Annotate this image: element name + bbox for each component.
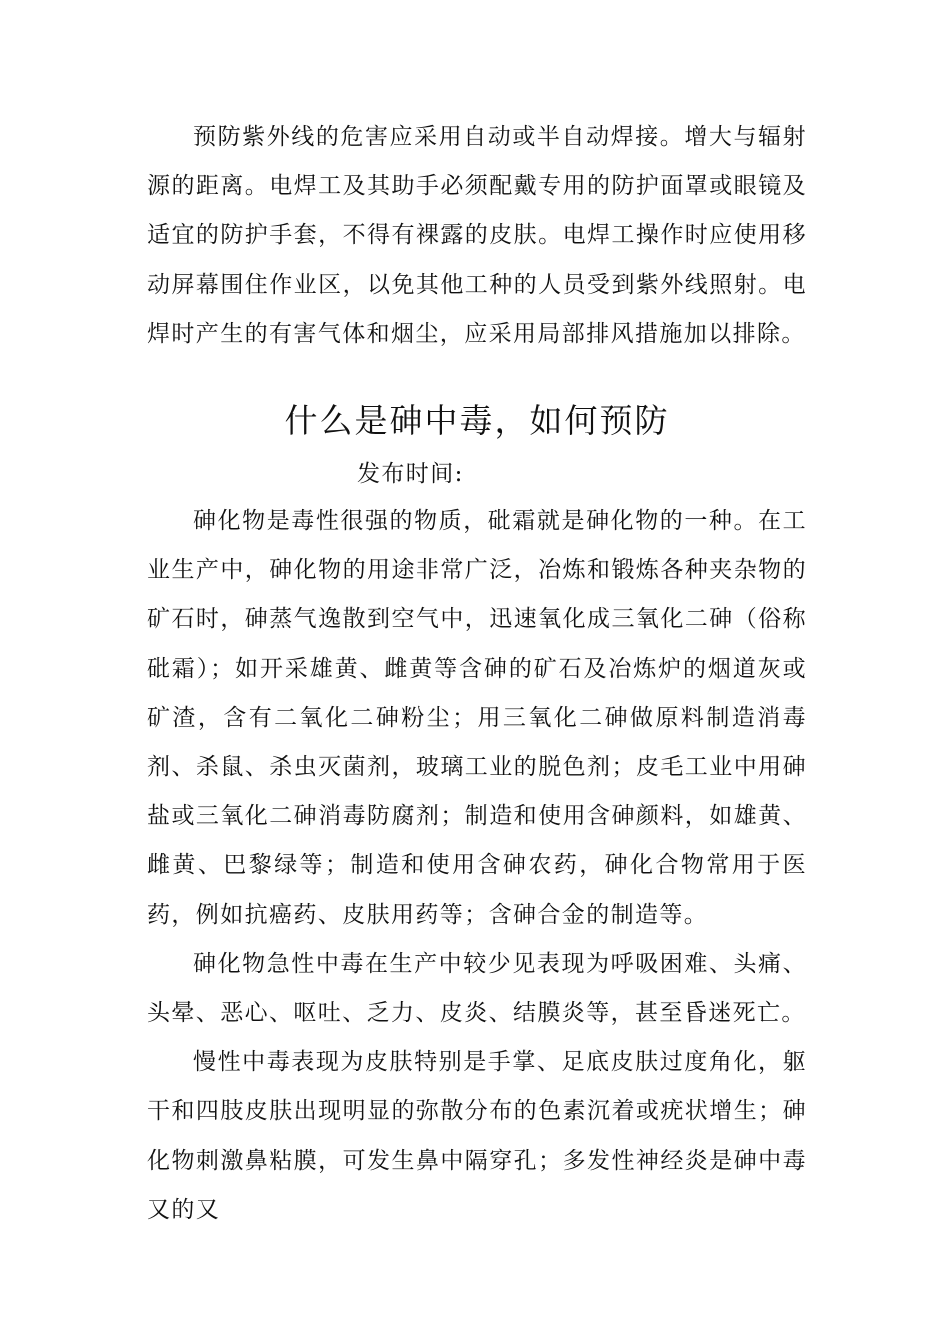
article-paragraph-3: 慢性中毒表现为皮肤特别是手掌、足底皮肤过度角化，躯干和四肢皮肤出现明显的弥散分布的色素沉着或疣状增生；砷化物刺激鼻粘膜，可发生鼻中隔穿孔；多发性神经炎是砷中毒又的又	[147, 1049, 807, 1223]
publish-time	[147, 451, 807, 497]
document-page	[147, 113, 807, 1235]
article-title: 什么是砷中毒，如何预防	[284, 401, 670, 441]
article-paragraph-2: 砷化物急性中毒在生产中较少见表现为呼吸困难、头痛、头晕、恶心、呕吐、乏力、皮炎、结膜炎等，甚至昏迷死亡。	[147, 950, 807, 1027]
intro-paragraph: 预防紫外线的危害应采用自动或半自动焊接。增大与辐射源的距离。电焊工及其助手必须配戴专用的防护面罩或眼镜及适宜的防护手套，不得有裸露的皮肤。电焊工操作时应使用移动屏幕围住作业区，以免其他工种的人员受到紫外线照射。电焊时产生的有害气体和烟尘，应采用局部排风措施加以排除。	[147, 124, 807, 347]
publish-time-label: 发布时间:	[357, 461, 464, 488]
article-paragraph-1: 砷化物是毒性很强的物质，砒霜就是砷化物的一种。在工业生产中，砷化物的用途非常广泛，冶炼和锻炼各种夹杂物的矿石时，砷蒸气逸散到空气中，迅速氧化成三氧化二砷（俗称砒霜）；如开采雄黄、雌黄等含砷的矿石及冶炼炉的烟道灰或矿渣，含有二氧化二砷粉尘；用三氧化二砷做原料制造消毒剂、杀鼠、杀虫灭菌剂，玻璃工业的脱色剂；皮毛工业中用砷盐或三氧化二砷消毒防腐剂；制造和使用含砷颜料，如雄黄、雌黄、巴黎绿等；制造和使用含砷农药，砷化合物常用于医药，例如抗癌药、皮肤用药等；含砷合金的制造等。	[147, 508, 807, 928]
